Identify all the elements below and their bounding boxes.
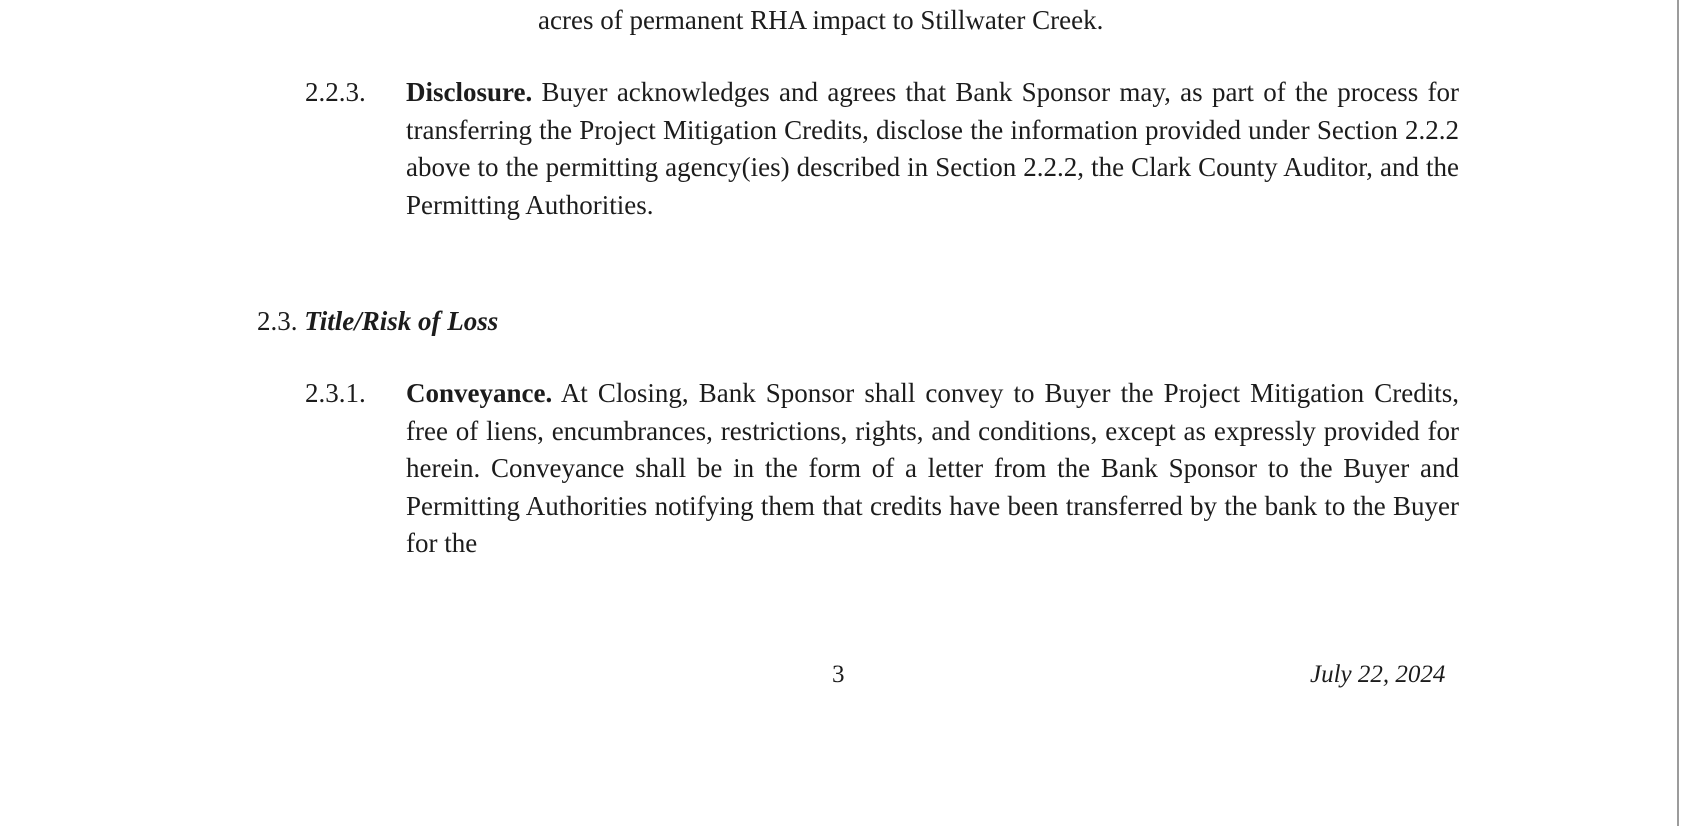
continued-paragraph-fragment: acres of permanent RHA impact to Stillwater Creek. <box>538 5 1104 35</box>
section-title: Conveyance. <box>406 378 553 408</box>
section-body <box>406 74 1459 224</box>
section-text: Buyer acknowledges and agrees that Bank Sponsor may, as part of the process for transferring the Project Mitigation Credits, disclose the information provided under Section 2.2.2 above to the permitting agency(ies) described in Section 2.2.2, the Clark County Auditor, and the Permitting Authorities. <box>406 77 1459 220</box>
section-number: 2.2.3. <box>305 77 366 107</box>
section-title: Disclosure. <box>406 77 533 107</box>
section-2-3-heading <box>257 303 498 339</box>
footer-date: July 22, 2024 <box>1310 661 1446 688</box>
section-body <box>406 375 1459 563</box>
section-number: 2.3. <box>257 306 298 336</box>
section-title: Title/Risk of Loss <box>304 306 499 336</box>
section-number: 2.3.1. <box>305 378 366 408</box>
section-text: At Closing, Bank Sponsor shall convey to Buyer the Project Mitigation Credits, free of liens, encumbrances, restrictions, rights, and conditions, except as expressly provided for herein. Conveyance shall be in the form of a letter from the Bank Sponsor to the Buyer and Permitting Authorities notifying them that credits have been transferred by the bank to the Buyer for the <box>406 378 1459 558</box>
page-number: 3 <box>832 661 845 688</box>
page-edge-divider <box>1677 0 1679 826</box>
